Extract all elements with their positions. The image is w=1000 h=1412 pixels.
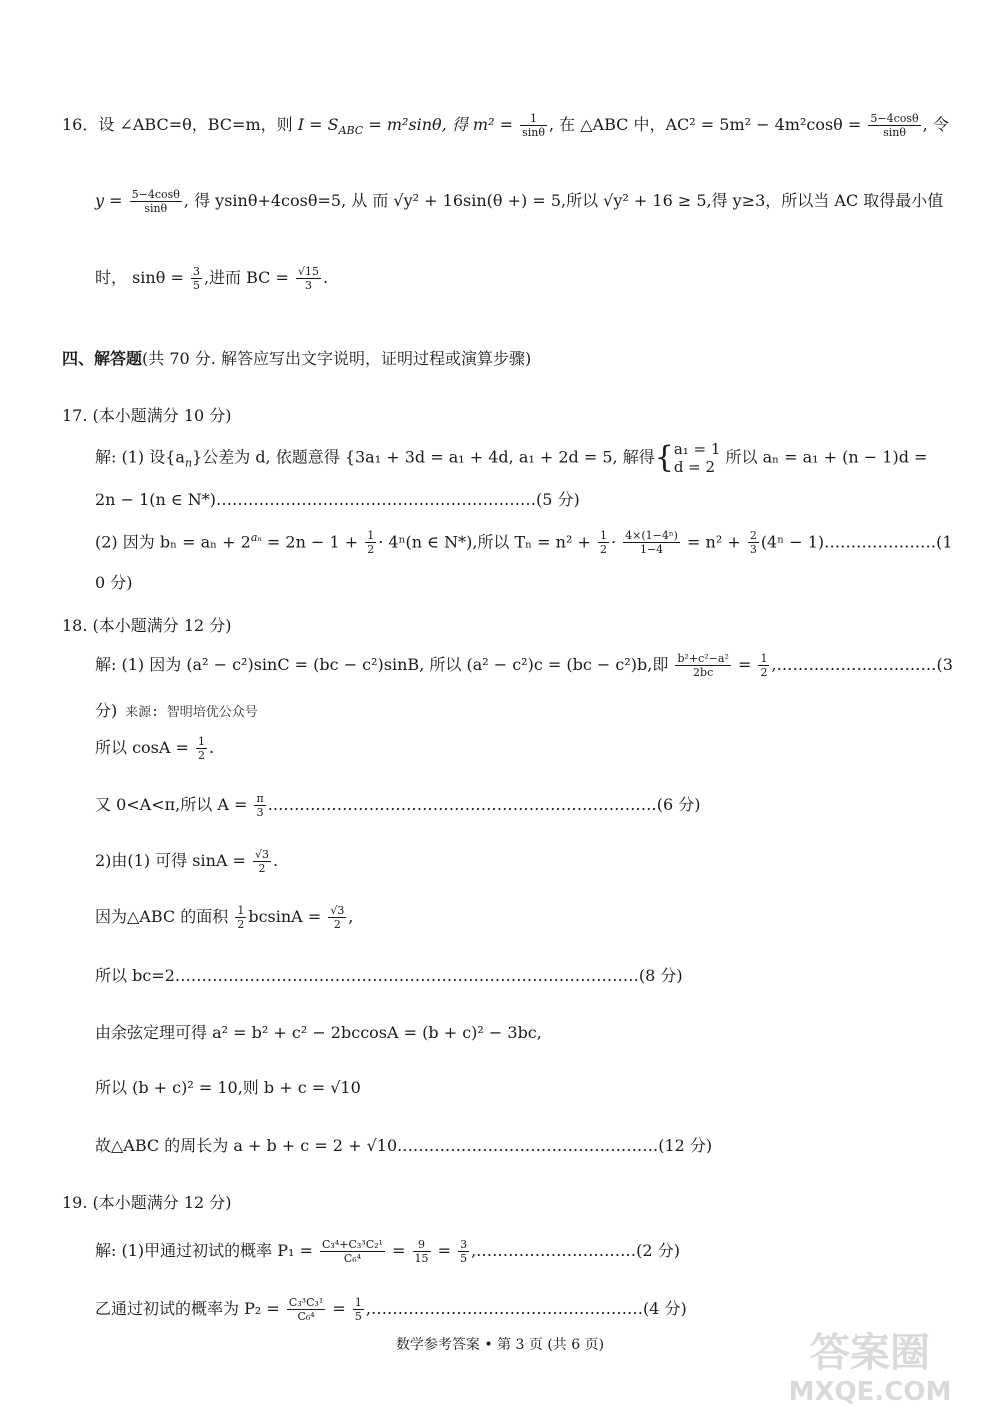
fraction: $\frac{2}{3}$ — [749, 529, 757, 557]
watermark-graphic — [770, 1318, 970, 1408]
q18-line-9: 所以 (b + c)² = 10,则 b + c = √10 — [95, 1078, 361, 1097]
q19-line-2: 乙通过初试的概率为 P₂ = $\frac{\text{C₃³C₃¹}}{\text{C₆⁴}}$ = $\frac{1}{5}$ ,……………………………………………(4 分) — [95, 1296, 687, 1323]
fraction: $\frac{\text{b²+c²−a²}}{2bc}$ — [677, 652, 729, 679]
fraction: $\frac{√3}{2}$ — [255, 848, 270, 875]
fraction: $\frac{1}{2}$ — [367, 529, 375, 557]
q18-header: 18. (本小题满分 12 分) — [62, 616, 232, 635]
q18-line-3: 所以 cosA = $\frac{1}{2}$ . — [95, 735, 215, 762]
source-note: 来源: 智明培优公众号 — [117, 705, 258, 720]
q17-line-1: 解: (1) 设$\{a_n\}$公差为 d, 依题意得 {3a₁ + 3d = a₁ + 4d, a₁ + 2d = 5, 解得{ a₁ = 1 d = 2 所以 aₙ = a₁ + (n − 1)d = — [95, 440, 928, 476]
brace-icon: { — [654, 440, 674, 475]
fraction: $\frac{5-4\cos\theta}{\sin\theta}$ — [870, 112, 919, 139]
fraction: $\frac{\text{4×(1−4ⁿ)}}{1-4}$ — [625, 529, 678, 557]
watermark-logo — [770, 1318, 970, 1408]
q17-header: 17. (本小题满分 10 分) — [62, 406, 232, 425]
q18-line-8: 由余弦定理可得 a² = b² + c² − 2bccosA = (b + c)² − 3bc, — [95, 1023, 542, 1042]
equation-system: a₁ = 1 d = 2 — [673, 440, 721, 476]
fraction: $\frac{5-4\cos\theta}{\sin\theta}$ — [131, 188, 180, 215]
q17-line-3: (2) 因为 $b_n = a_n + 2^{a_n} = 2n - 1$ + $\frac{1}{2}$ · 4ⁿ(n ∈ N*),所以 Tₙ = n² + $\frac{1}{2}$ · $\frac{\text{4×(1−4ⁿ)}}{1-4}$ = n² + $\frac{2}{3}$ (4ⁿ − 1)…………………(1 — [95, 529, 953, 557]
q18-line-5: 2)由(1) 可得 sinA = $\frac{√3}{2}$ . — [95, 848, 279, 875]
q18-line-4: 又 0<A<π,所以 A = $\frac{\pi}{3}$ .………………………………………………………………(6 分) — [95, 792, 701, 819]
fraction: $\frac{3}{5}$ — [460, 1238, 468, 1265]
q18-line-7: 所以 bc=2……………………………………………………………………………(8 分) — [95, 966, 683, 985]
fraction: $\frac{√15}{3}$ — [298, 265, 320, 292]
fraction: $\frac{1}{5}$ — [354, 1296, 362, 1323]
q16-line-1: 16．设 ∠ABC=θ，BC=m，则 $I = S_{ABC} = m^2\sin\theta$, 得 m² = $\frac{1}{\sin\theta}$ , 在 △ABC 中，AC² = 5m² − 4m²cosθ = $\frac{5-4\cos\theta}{\sin\theta}$ , 令 — [62, 112, 949, 139]
q17-line-2: 2n − 1(n ∈ N*)……………………………………………………(5 分) — [95, 490, 580, 509]
q16-line-3: 时， sinθ = $\frac{3}{5}$ ,进而 BC = $\frac{√15}{3}$ . — [95, 265, 329, 292]
fraction: $\frac{1}{2}$ — [198, 735, 206, 762]
fraction: $\frac{1}{2}$ — [237, 904, 245, 931]
fraction: $\frac{√3}{2}$ — [330, 904, 345, 931]
fraction: $\frac{3}{5}$ — [192, 265, 200, 292]
q18-line-2: 分) 来源: 智明培优公众号 — [95, 701, 258, 720]
q19-header: 19. (本小题满分 12 分) — [62, 1193, 232, 1212]
section-4-heading: 四、解答题(共 70 分. 解答应写出文字说明，证明过程或演算步骤) — [62, 349, 532, 368]
q19-line-1: 解: (1)甲通过初试的概率 P₁ = $\frac{\text{C₃⁴+C₃³C₂¹}}{\text{C₆⁴}}$ = $\frac{9}{15}$ = $\frac{3}{5}$ ,…………………………(2 分) — [95, 1238, 680, 1265]
watermark-text-1: 答案圈 — [810, 1330, 930, 1376]
fraction: $\frac{1}{2}$ — [760, 652, 768, 679]
q18-line-1: 解: (1) 因为 (a² − c²)sinC = (bc − c²)sinB, 所以 (a² − c²)c = (bc − c²)b,即 $\frac{\text{b²+c²−a²}}{2bc}$ = $\frac{1}{2}$ ,…………………………(3 — [95, 652, 953, 679]
q18-line-10: 故△ABC 的周长为 a + b + c = 2 + √10.…………………………………………(12 分) — [95, 1136, 713, 1155]
page-footer: 数学参考答案 • 第 3 页 (共 6 页) — [395, 1337, 605, 1353]
fraction: $\frac{9}{15}$ — [414, 1238, 429, 1265]
q16-line-2: y = $\frac{5-4\cos\theta}{\sin\theta}$ , 得 ysinθ+4cosθ=5, 从 而 √y² + 16sin(θ +) = 5,所以 √y² + 16 ≥ 5,得 y≥3，所以当 AC 取得最小值 — [95, 188, 944, 215]
fraction: $\frac{\text{C₃³C₃¹}}{\text{C₆⁴}}$ — [288, 1296, 324, 1323]
fraction: $\frac{1}{\sin\theta}$ — [522, 112, 545, 139]
fraction: $\frac{\text{C₃⁴+C₃³C₂¹}}{\text{C₆⁴}}$ — [322, 1238, 383, 1265]
watermark-text-2: MXQE.COM — [788, 1377, 952, 1407]
q17-line-4: 0 分) — [95, 573, 133, 592]
fraction: $\frac{1}{2}$ — [599, 529, 607, 557]
fraction: $\frac{\pi}{3}$ — [256, 792, 264, 819]
q18-line-6: 因为△ABC 的面积 $\frac{1}{2}$ bcsinA = $\frac{√3}{2}$ , — [95, 904, 354, 931]
